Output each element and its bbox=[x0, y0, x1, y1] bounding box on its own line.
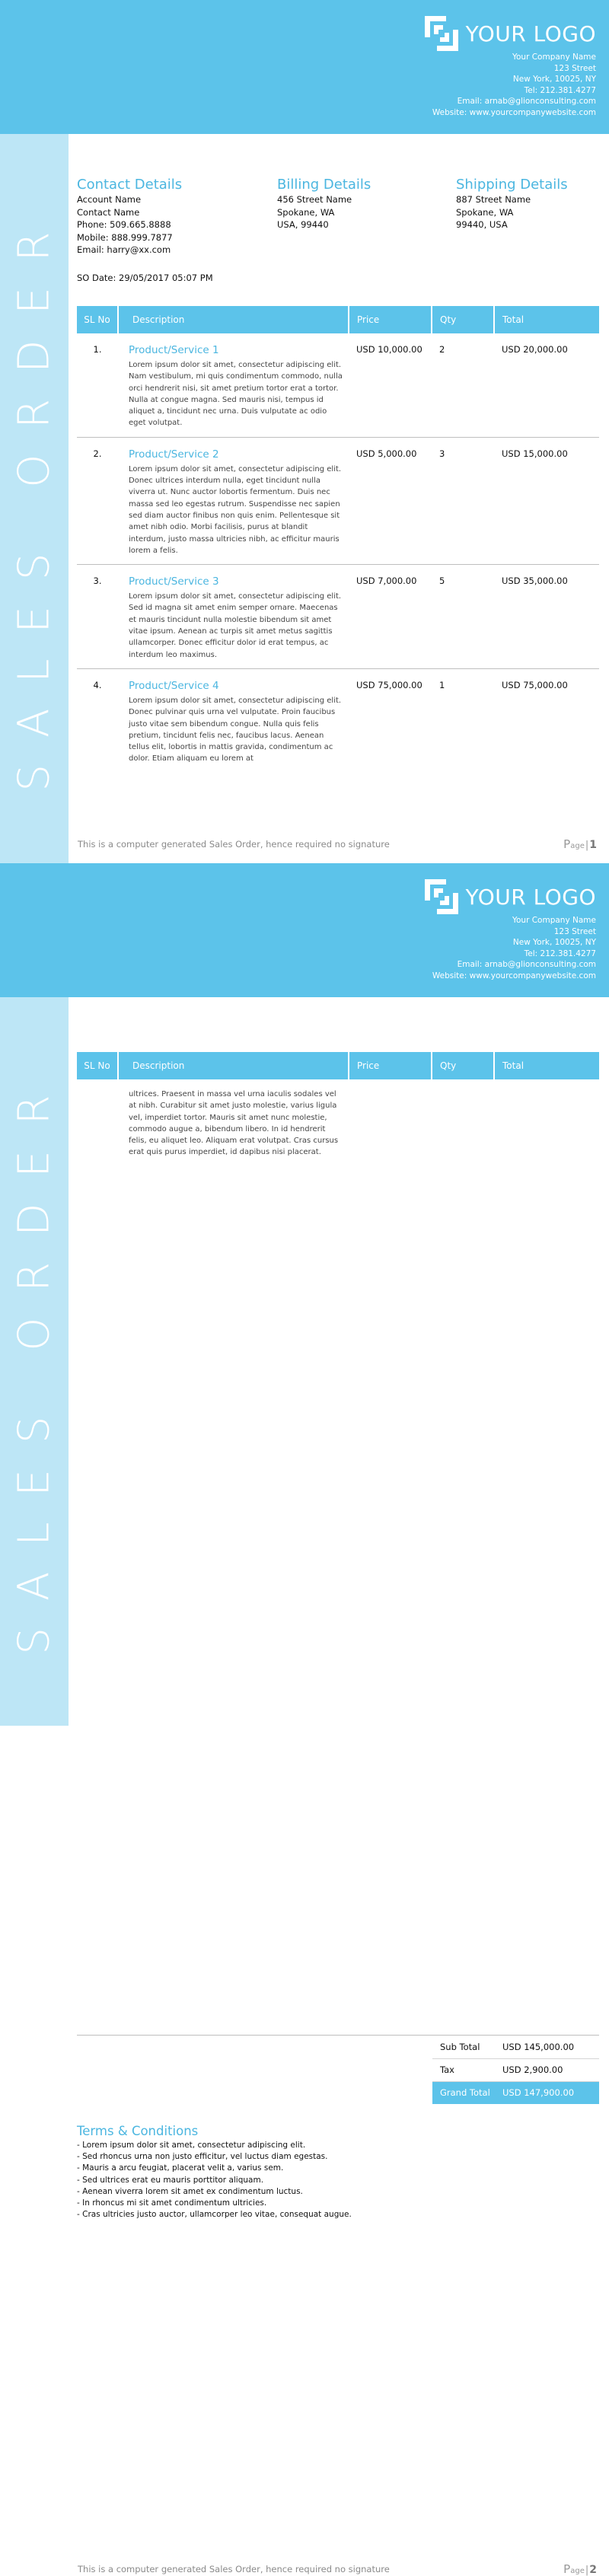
items-table bbox=[77, 306, 599, 773]
grand-total-row bbox=[432, 2081, 599, 2104]
item-description: Lorem ipsum dolor sit amet, consectetur adipiscing elit. Donec pulvinar quis urna vel vulputate. Proin faucibus justo vitae sem bibendum congue. Nulla quis felis pretium, tincidunt felis nec, faucibus lacus. Aenean tellus elit, lobortis in mattis gravida, condimentum ac dolor. Etiam aliquam eu lorem at bbox=[129, 696, 342, 764]
company-tel: Tel: 212.381.4277 bbox=[524, 85, 596, 95]
header bbox=[0, 0, 609, 134]
logo-text: YOUR LOGO bbox=[465, 21, 596, 46]
shipping-details bbox=[456, 177, 568, 231]
item-total: USD 20,000.00 bbox=[494, 333, 599, 437]
company-email: Email: arnab@glionconsulting.com bbox=[457, 960, 596, 970]
item-qty: 1 bbox=[439, 679, 445, 690]
col-header-description: Description bbox=[118, 306, 349, 333]
page-word-initial: P bbox=[563, 2562, 571, 2576]
col-header-sl: SL No bbox=[77, 306, 118, 333]
item-number: 4. bbox=[93, 679, 102, 690]
shipping-line: 99440, USA bbox=[456, 219, 508, 231]
table-row bbox=[77, 333, 599, 437]
sidebar-title: SALES ORDER bbox=[9, 206, 59, 792]
grand-total-label: Grand Total bbox=[432, 2081, 495, 2104]
col-header-sl: SL No bbox=[77, 1052, 118, 1079]
item-description-cell bbox=[118, 1079, 349, 1174]
item-total: USD 15,000.00 bbox=[494, 437, 599, 564]
col-header-total: Total bbox=[494, 306, 599, 333]
logo-icon bbox=[423, 14, 460, 53]
company-email: Email: arnab@glionconsulting.com bbox=[457, 97, 596, 107]
contact-line: Email: harry@xx.com bbox=[77, 244, 171, 256]
item-description: Lorem ipsum dolor sit amet, consectetur adipiscing elit. Donec ultrices interdum nulla, eget tincidunt nulla viverra ut. Nunc auctor lobortis fermentum. Duis nec massa sed leo egestas rutrum. Suspendisse nec sapien sed diam auctor finibus non quis enim. Pellentesque sit amet nibh odio. Morbi facilisis, purus at blandit interdum, justo massa ultricies nibh, ac efficitur mauris lorem a felis. bbox=[129, 464, 342, 555]
page-word-rest: age bbox=[570, 2567, 585, 2575]
item-description-cell bbox=[118, 437, 349, 564]
footer bbox=[78, 2562, 597, 2576]
item-qty-empty bbox=[432, 1079, 494, 1174]
page-word-rest: age bbox=[570, 842, 585, 850]
items-table-continued bbox=[77, 1052, 599, 1174]
item-qty: 2 bbox=[432, 333, 494, 437]
sidebar-band bbox=[0, 997, 69, 1726]
company-city: New York, 10025, NY bbox=[512, 938, 596, 948]
item-total: USD 35,000.00 bbox=[494, 565, 599, 669]
item-total: USD 75,000.00 bbox=[502, 679, 568, 690]
totals-table bbox=[432, 2036, 599, 2104]
contact-heading: Contact Details bbox=[77, 177, 183, 193]
table-header-row bbox=[77, 306, 599, 333]
col-header-total: Total bbox=[494, 1052, 599, 1079]
item-description-cell bbox=[118, 565, 349, 669]
item-name: Product/Service 1 bbox=[129, 344, 219, 356]
subtotal-row bbox=[432, 2036, 599, 2058]
details-section bbox=[77, 177, 599, 268]
page-2 bbox=[0, 863, 609, 2576]
terms-section bbox=[77, 2124, 352, 2221]
contact-line: Mobile: 888.999.7877 bbox=[77, 231, 173, 243]
contact-details bbox=[77, 177, 182, 257]
page-word-initial: P bbox=[563, 837, 571, 851]
item-price: USD 5,000.00 bbox=[349, 437, 432, 564]
header bbox=[0, 863, 609, 997]
company-website: Website: www.yourcompanywebsite.com bbox=[432, 107, 596, 117]
billing-line: USA, 99440 bbox=[277, 219, 329, 231]
item-description-continued: ultrices. Praesent in massa vel urna iaculis sodales vel at nibh. Curabitur sit amet justo molestie, varius ligula vel, imperdiet tortor. Mauris sit amet nunc molestie, commodo augue a, bibendum libero. In id hendrerit felis, eu aliquet leo. Aliquam erat volutpat. Cras cursus erat quis purus imperdiet, id dapibus nisi placerat. bbox=[129, 1090, 339, 1157]
terms-line: - Aenean viverra lorem sit amet ex condimentum luctus. bbox=[77, 2186, 303, 2196]
col-header-qty: Qty bbox=[432, 1052, 494, 1079]
item-total-empty bbox=[494, 1079, 599, 1174]
item-name: Product/Service 3 bbox=[129, 575, 219, 588]
footer-note: This is a computer generated Sales Order, hence required no signature bbox=[78, 839, 390, 850]
shipping-heading: Shipping Details bbox=[456, 177, 568, 193]
page-separator: | bbox=[585, 840, 589, 851]
item-price: USD 7,000.00 bbox=[349, 565, 432, 669]
sidebar-band bbox=[0, 134, 69, 863]
so-date: SO Date: 29/05/2017 05:07 PM bbox=[77, 273, 213, 283]
company-info bbox=[432, 52, 596, 119]
col-header-price: Price bbox=[349, 1052, 432, 1079]
item-description: Lorem ipsum dolor sit amet, consectetur adipiscing elit. Nam vestibulum, mi quis condimentum commodo, nulla orci hendrerit nisi, sit amet pretium tortor erat a tortor. Nulla at congue magna. Sed mauris nisi, tempus id aliquet a, tincidunt nec urna. Duis vulputate ac odio eget volutpat. bbox=[129, 361, 343, 428]
tax-label: Tax bbox=[432, 2058, 495, 2081]
item-name: Product/Service 4 bbox=[129, 679, 219, 692]
item-description-cell bbox=[118, 668, 349, 772]
footer-note: This is a computer generated Sales Order, hence required no signature bbox=[78, 2564, 390, 2574]
page-number bbox=[563, 837, 597, 851]
company-street: 123 Street bbox=[553, 63, 596, 73]
tax-value: USD 2,900.00 bbox=[495, 2058, 599, 2081]
item-number-empty bbox=[77, 1079, 118, 1174]
grand-total-value: USD 147,900.00 bbox=[495, 2081, 599, 2104]
billing-line: Spokane, WA bbox=[277, 206, 335, 218]
company-street: 123 Street bbox=[553, 926, 596, 936]
table-row bbox=[77, 565, 599, 669]
tax-row bbox=[432, 2058, 599, 2081]
logo-text: YOUR LOGO bbox=[465, 884, 596, 910]
col-header-price: Price bbox=[349, 306, 432, 333]
logo bbox=[423, 877, 596, 917]
sidebar-title: SALES ORDER bbox=[9, 1068, 59, 1655]
footer bbox=[78, 837, 597, 851]
page-separator: | bbox=[585, 2565, 589, 2576]
item-qty: 5 bbox=[432, 565, 494, 669]
terms-line: - Sed rhoncus urna non justo efficitur, vel luctus diam egestas. bbox=[77, 2152, 328, 2162]
item-description-cell bbox=[118, 333, 349, 437]
table-row bbox=[77, 437, 599, 564]
company-name: Your Company Name bbox=[512, 916, 596, 925]
contact-line: Account Name bbox=[77, 194, 142, 205]
shipping-line: Spokane, WA bbox=[456, 206, 514, 218]
terms-line: - Sed ultrices erat eu mauris porttitor aliquam. bbox=[77, 2175, 264, 2185]
company-name: Your Company Name bbox=[512, 53, 596, 62]
company-city: New York, 10025, NY bbox=[512, 75, 596, 84]
page-number-value: 1 bbox=[589, 839, 597, 851]
item-number: 1. bbox=[77, 333, 118, 437]
terms-heading: Terms & Conditions bbox=[77, 2124, 199, 2138]
billing-heading: Billing Details bbox=[277, 177, 371, 193]
subtotal-label: Sub Total bbox=[432, 2036, 495, 2058]
logo-icon bbox=[423, 878, 460, 916]
terms-line: - Cras ultricies justo auctor, ullamcorper leo vitae, consequat augue. bbox=[77, 2210, 352, 2220]
table-header-row bbox=[77, 1052, 599, 1079]
item-price: USD 10,000.00 bbox=[349, 333, 432, 437]
item-qty: 3 bbox=[432, 437, 494, 564]
terms-line: - Lorem ipsum dolor sit amet, consectetur adipiscing elit. bbox=[77, 2141, 306, 2150]
col-header-qty: Qty bbox=[432, 306, 494, 333]
terms-line: - In rhoncus mi sit amet condimentum ultricies. bbox=[77, 2198, 267, 2208]
company-info bbox=[432, 915, 596, 982]
table-row bbox=[77, 1079, 599, 1174]
billing-details bbox=[277, 177, 371, 231]
item-number: 2. bbox=[77, 437, 118, 564]
company-tel: Tel: 212.381.4277 bbox=[524, 948, 596, 958]
item-price: USD 75,000.00 bbox=[356, 679, 422, 690]
item-name: Product/Service 2 bbox=[129, 448, 219, 461]
page-number-value: 2 bbox=[589, 2564, 597, 2576]
table-row bbox=[77, 668, 599, 772]
terms-line: - Mauris a arcu feugiat, placerat velit a, varius sem. bbox=[77, 2163, 284, 2173]
col-header-description: Description bbox=[118, 1052, 349, 1079]
item-number: 3. bbox=[77, 565, 118, 669]
billing-line: 456 Street Name bbox=[277, 194, 352, 205]
item-description: Lorem ipsum dolor sit amet, consectetur adipiscing elit. Sed id magna sit amet enim semper ornare. Maecenas et mauris tincidunt nulla molestie bibendum sit amet vitae ipsum. Aenean ac turpis sit amet metus sagittis ullamcorper. Donec efficitur dolor id erat tempus, ac interdum leo maximus. bbox=[129, 592, 342, 659]
item-price-empty bbox=[349, 1079, 432, 1174]
page-1 bbox=[0, 0, 609, 863]
contact-line: Phone: 509.665.8888 bbox=[77, 219, 171, 231]
company-website: Website: www.yourcompanywebsite.com bbox=[432, 971, 596, 980]
page-number bbox=[563, 2562, 597, 2576]
contact-line: Contact Name bbox=[77, 206, 140, 218]
logo bbox=[423, 14, 596, 53]
shipping-line: 887 Street Name bbox=[456, 194, 531, 205]
subtotal-value: USD 145,000.00 bbox=[495, 2036, 599, 2058]
